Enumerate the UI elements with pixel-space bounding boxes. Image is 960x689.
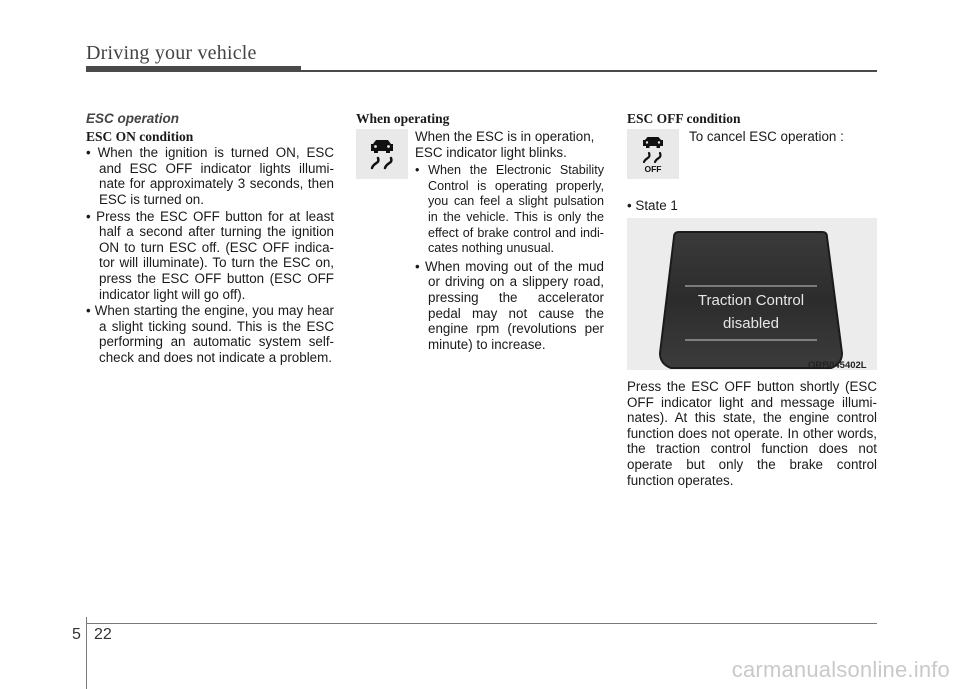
list-item: • When the Electronic Stability Control is operating properly, you can feel a slight pulsation in the vehicle. This is only the effect of brake control and indi-cates nothing unusual. (415, 163, 604, 256)
off-label: OFF (644, 164, 662, 174)
esc-skid-icon (364, 136, 400, 172)
header-title: Driving your vehicle (86, 42, 257, 64)
display-line-2: disabled (723, 315, 779, 332)
figure-caption: ORB045402L (808, 360, 867, 371)
esc-off-heading: ESC OFF condition (627, 111, 741, 126)
section-title: ESC operation (86, 111, 180, 126)
page-number: 22 (94, 626, 112, 643)
esc-on-heading: ESC ON condition (86, 128, 194, 144)
esc-indicator-box (356, 129, 408, 179)
state-label: • State 1 (627, 198, 678, 213)
when-operating-intro: When the ESC is in operation, ESC indicator light blinks. (415, 129, 595, 160)
chapter-number: 5 (72, 626, 81, 643)
list-item: • When the ignition is turned ON, ESC and ESC OFF indicator lights illumi-nate for approximately 3 seconds, then ESC is turned on. (86, 145, 334, 207)
esc-off-intro: To cancel ESC operation : (689, 129, 844, 144)
list-item: • Press the ESC OFF button for at least half a second after turning the ignition ON to turn ESC off. (ESC OFF indica-tor will illuminate). To turn the ESC on, press the ESC OFF button (ESC OFF indicator light will go off). (86, 208, 334, 302)
header-rule (301, 70, 877, 72)
list-item: • When moving out of the mud or driving on a slippery road, pressing the accelerator pedal may not cause the engine rpm (revolutions per minute) to increase. (415, 258, 604, 352)
watermark: carmanualsonline.info (731, 657, 950, 682)
esc-off-description: Press the ESC OFF button shortly (ESC OFF indicator light and message illumi-nates). At this state, the engine control function does not operate. In other words, the traction control function does not operate but only the brake control function operates. (627, 379, 877, 488)
traction-control-figure (627, 218, 877, 370)
when-operating-heading: When operating (356, 111, 450, 126)
header-bar (86, 66, 301, 72)
left-column (86, 111, 334, 366)
esc-off-icon (635, 134, 671, 174)
list-item: • When starting the engine, you may hear a slight ticking sound. This is the ESC performing an automatic system self-check and does not indicate a problem. (86, 303, 334, 365)
footer-divider (86, 617, 87, 689)
esc-off-paragraph (627, 379, 877, 488)
footer-rule (86, 623, 877, 624)
display-line-1: Traction Control (697, 292, 805, 309)
middle-column (415, 129, 604, 352)
cluster-display-image (627, 218, 877, 370)
esc-off-indicator-box (627, 129, 679, 179)
